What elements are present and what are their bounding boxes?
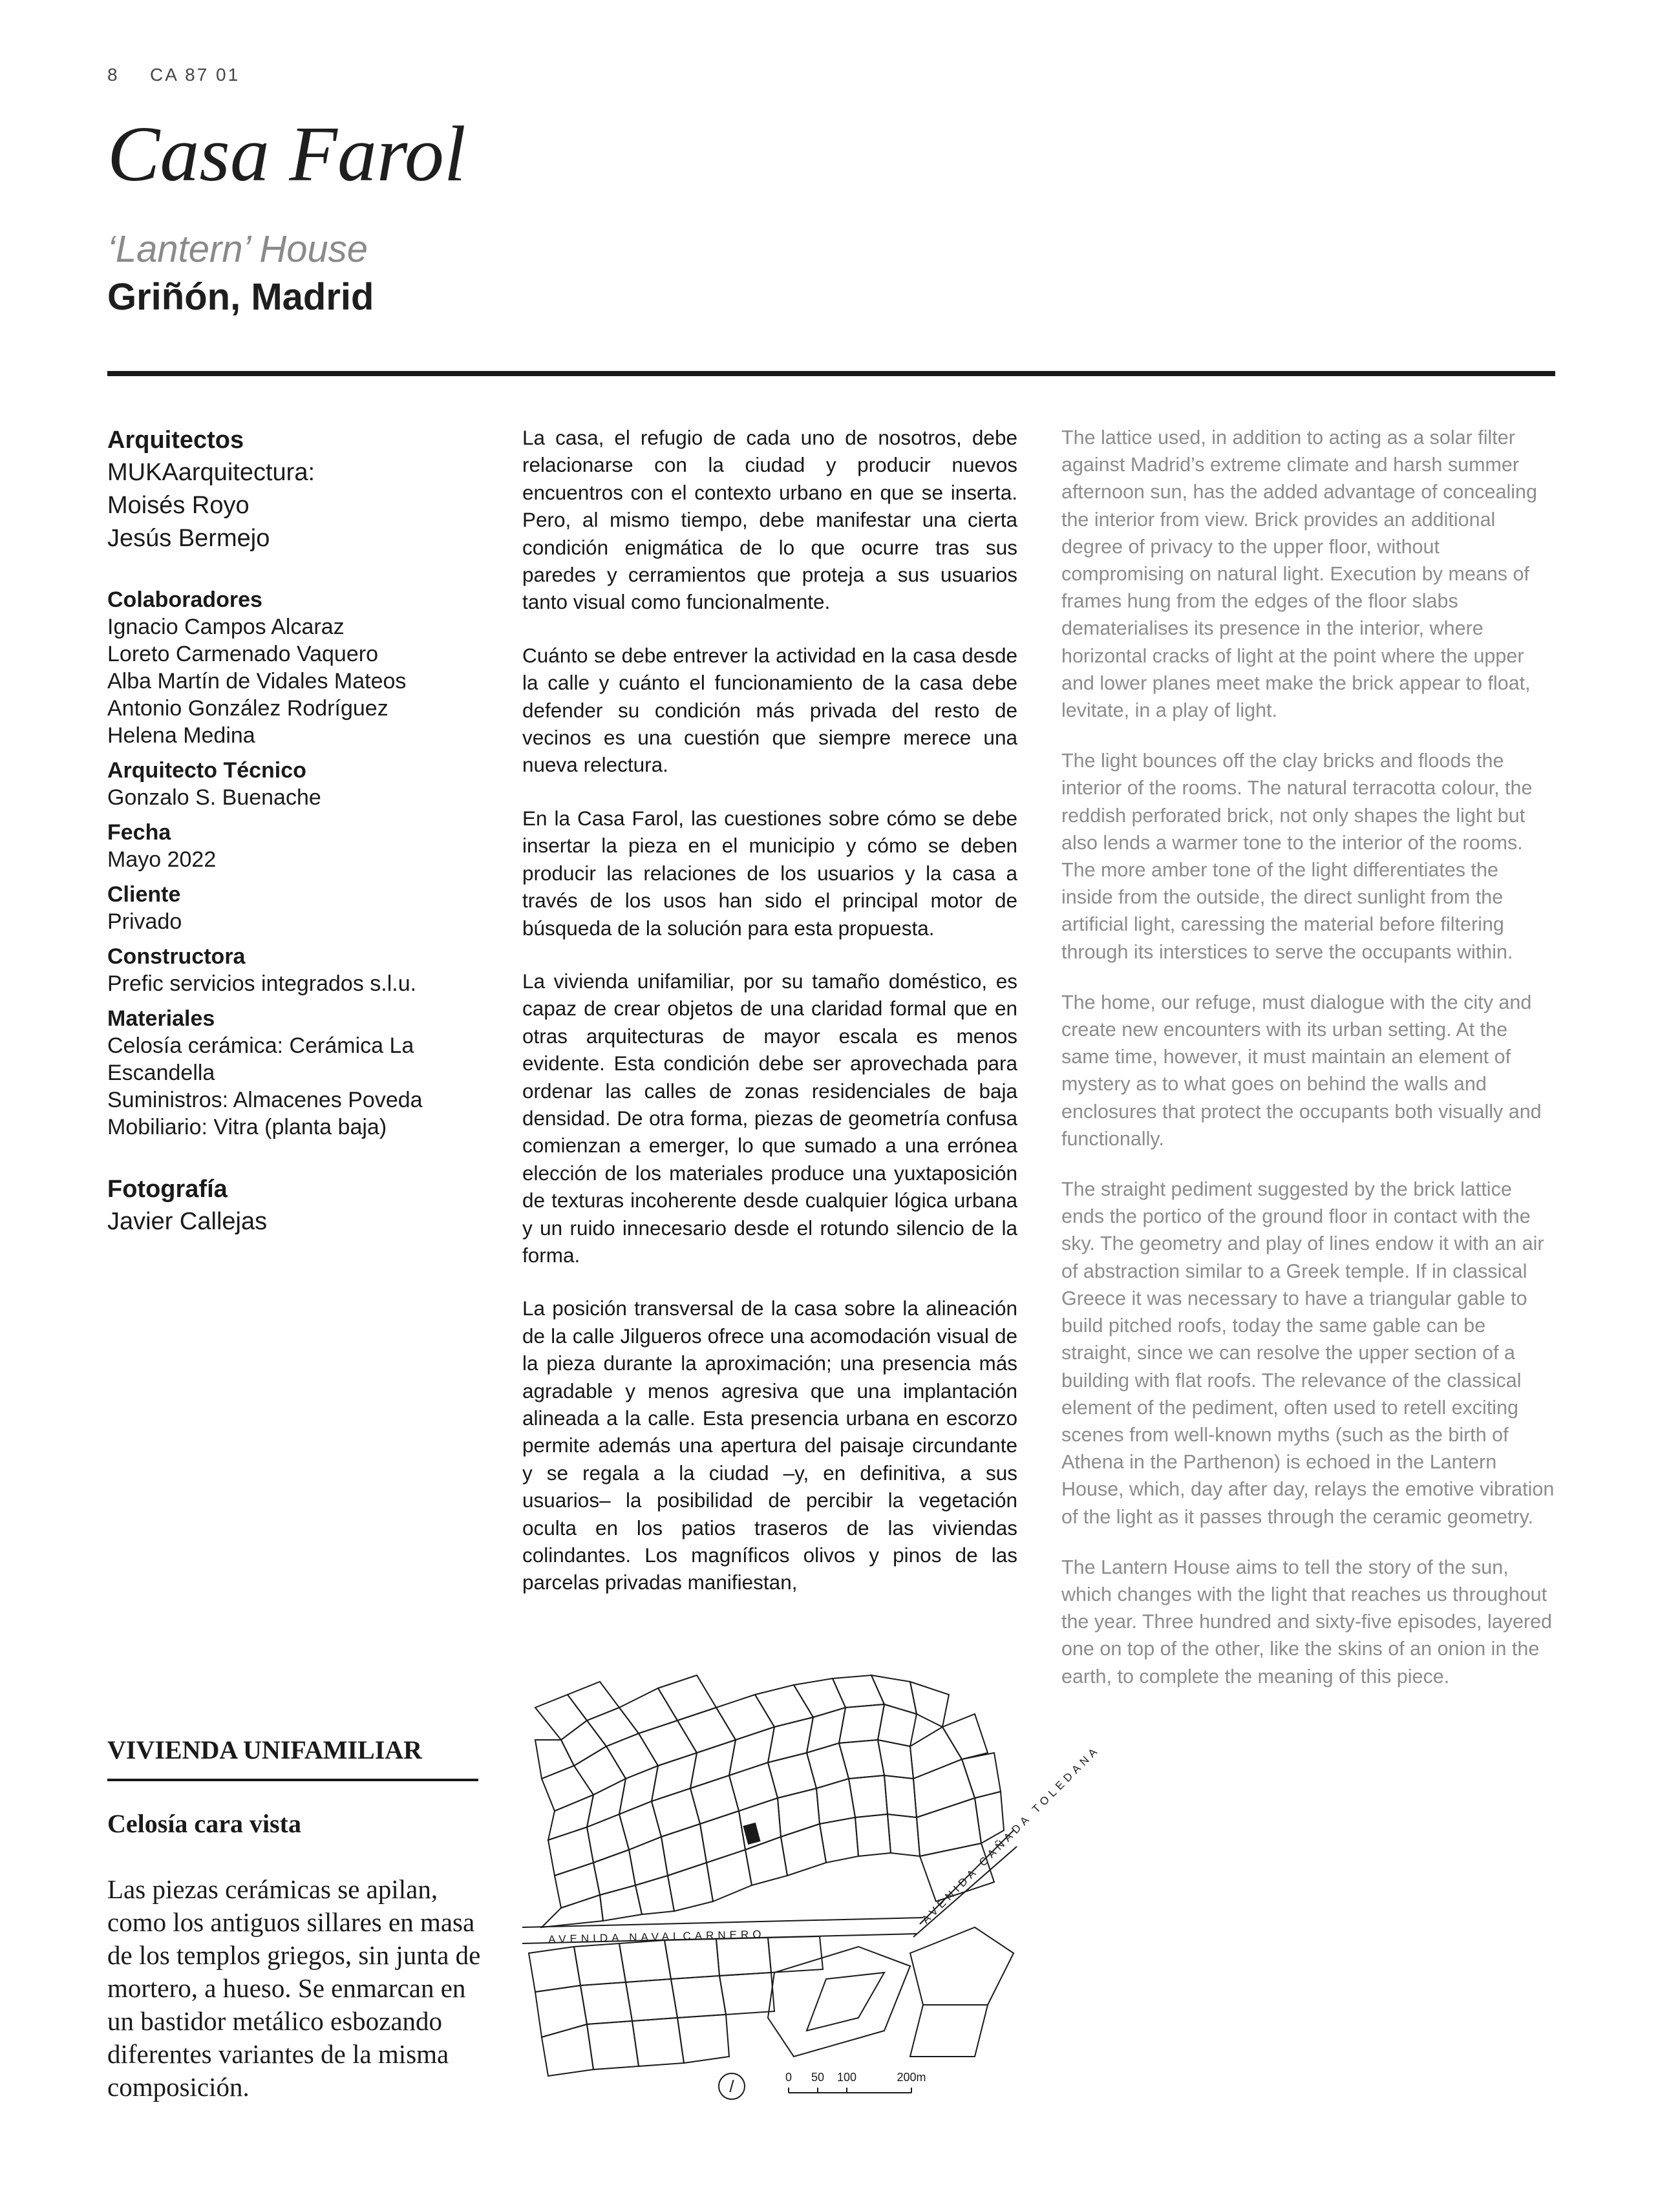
credit-label-collaborators: Colaboradores xyxy=(107,587,262,612)
english-text-column xyxy=(1061,424,1555,1713)
spanish-text-column xyxy=(522,424,1017,1622)
credit-label-architects: Arquitectos xyxy=(107,427,244,454)
body-paragraph: La casa, el refugio de cada uno de nosotros, debe relacionarse con la ciudad y producir nuevos encuentros con el contexto urbano en que se inserta. Pero, al mismo tiempo, debe manifestar una cierta condición enigmática de lo que ocurre tras sus paredes y cerramientos que proteja a sus usuarios tanto visual como funcionalmente. xyxy=(522,426,1017,614)
scale-label: 100 xyxy=(836,2071,857,2084)
credits-column xyxy=(107,424,495,1238)
site-plan-map xyxy=(522,1669,1103,2082)
credit-collaborator: Antonio González Rodríguez xyxy=(107,696,388,721)
map-blocks xyxy=(535,1675,1004,1927)
credit-architect: Jesús Bermejo xyxy=(107,525,270,552)
translation-paragraph: The straight pediment suggested by the brick lattice ends the portico of the ground floor in contact with the sky. The geometry and play of lines endow it with an air of abstraction similar to a Greek temple. If in classical Greece it was necessary to have a triangular gable to build pitched roofs, today the same gable can be straight, since we can resolve the upper section of a building with flat roofs. The relevance of the classical element of the pediment, often used to retell exciting scenes from well-known myths (such as the birth of Athena in the Parthenon) is echoed in the Lantern House, which, day after day, relays the emotive vibration of the light as it passes through the ceramic geometry. xyxy=(1061,1178,1555,1528)
translation-paragraph: The lattice used, in addition to acting as a solar filter against Madrid’s extreme climate and harsh summer afternoon sun, has the added advantage of concealing the interior from view. Brick provides an additional degree of privacy to the upper floor, without compromising on natural light. Execution by means of frames hung from the edges of the floor slabs dematerialises its presence in the interior, where horizontal cracks of light at the point where the upper and lower planes meet make the brick appear to float, levitate, in a play of light. xyxy=(1061,427,1537,722)
location-heading: Griñón, Madrid xyxy=(107,276,374,318)
map-blocks-lower xyxy=(529,1927,1014,2076)
credit-builder: Prefic servicios integrados s.l.u. xyxy=(107,971,417,996)
credit-label-date: Fecha xyxy=(107,820,171,845)
credit-collaborator: Helena Medina xyxy=(107,723,255,748)
page-number: 8 xyxy=(107,65,119,85)
credit-label-client: Cliente xyxy=(107,882,181,907)
credit-collaborator: Loreto Carmenado Vaquero xyxy=(107,642,378,666)
street-label-toledana: AVENIDA CAÑADA TOLEDANA xyxy=(919,1743,1103,1926)
section-divider xyxy=(107,1779,478,1781)
credit-material: Mobiliario: Vitra (planta baja) xyxy=(107,1115,387,1139)
body-paragraph: La vivienda unifamiliar, por su tamaño doméstico, es capaz de crear objetos de una claridad formal que en otras arquitecturas de mayor escala es menos evidente. Esta condición debe ser aprovechada para ordenar las calles de zonas residenciales de baja densidad. De otra forma, piezas de geometría confusa comienzan a emerger, lo que sumado a una errónea elección de los materiales produce una yuxtaposición de texturas incoherente desde cualquier lógica urbana y un ruido innecesario desde el rotundo silencio de la forma. xyxy=(522,969,1017,1267)
credit-photo: Javier Callejas xyxy=(107,1208,268,1235)
page-title: Casa Farol xyxy=(107,111,466,198)
scale-label: 200m xyxy=(897,2071,926,2084)
body-paragraph: La posición transversal de la casa sobre la alineación de la calle Jilgueros ofrece una acomodación visual de la pieza durante la aproximación; una presencia más agradable y menos agresiva que una implantación alineada a la calle. Esta presencia urbana en escorzo permite además una apertura del paisaje circundante y se regala a la ciudad –y, en definitiva, a sus usuarios– la posibilidad de percibir la vegetación oculta en los patios traseros de las viviendas colindantes. Los magníficos olivos y pinos de las parcelas privadas manifiestan, xyxy=(522,1297,1017,1594)
translation-paragraph: The home, our refuge, must dialogue with the city and create new encounters with its urban setting. At the same time, however, it must maintain an element of mystery as to what goes on behind the walls and enclosures that protect the occupants both visually and functionally. xyxy=(1061,991,1542,1150)
credit-client: Privado xyxy=(107,909,182,934)
credit-material: Celosía cerámica: Cerámica La Escandella xyxy=(107,1033,414,1085)
section-body: Las piezas cerámicas se apilan, como los antiguos sillares en masa de los templos griegos, sin junta de mortero, a hueso. Se enmarcan en un bastidor metálico esbozando diferentes variantes de la misma composición. xyxy=(107,1874,481,2102)
street-label-navalcarnero: AVENIDA NAVALCARNERO xyxy=(548,1928,765,1946)
scale-label: 50 xyxy=(811,2071,825,2084)
house-location-marker xyxy=(743,1823,760,1845)
header-divider xyxy=(107,371,1555,376)
section-subtitle: Celosía cara vista xyxy=(107,1809,301,1838)
credit-date: Mayo 2022 xyxy=(107,847,217,872)
translation-paragraph: The Lantern House aims to tell the story of the sun, which changes with the light that reaches us throughout the year. Three hundred and sixty-five episodes, layered one on top of the other, like the skins of an onion in the earth, to complete the meaning of this piece. xyxy=(1061,1556,1553,1688)
translation-paragraph: The light bounces off the clay bricks and floods the interior of the rooms. The natural terracotta colour, the reddish perforated brick, not only shapes the light but also lends a warmer tone to the interior of the rooms. The more amber tone of the light differentiates the inside from the outside, the direct sunlight from the artificial light, caressing the material before filtering through its interstices to serve the occupants within. xyxy=(1061,750,1533,963)
issue-code: CA 87 01 xyxy=(150,65,240,85)
scale-label: 0 xyxy=(785,2071,792,2084)
body-paragraph: En la Casa Farol, las cuestiones sobre cómo se debe insertar la pieza en el municipio y cómo se deben producir las relaciones de los usuarios y la casa a través de los usos han sido el principal motor de búsqueda de la solución para esta propuesta. xyxy=(522,806,1017,940)
credit-material: Suministros: Almacenes Poveda xyxy=(107,1088,423,1112)
credit-collaborator: Ignacio Campos Alcaraz xyxy=(107,615,345,639)
credit-label-materials: Materiales xyxy=(107,1006,215,1031)
credit-architect: MUKAarquitectura: xyxy=(107,459,315,486)
credit-technical: Gonzalo S. Buenache xyxy=(107,785,321,810)
map-scale xyxy=(718,2063,976,2108)
credit-label-builder: Constructora xyxy=(107,944,246,969)
page-subtitle: ‘Lantern’ House xyxy=(107,228,368,270)
credit-label-technical: Arquitecto Técnico xyxy=(107,758,306,783)
credit-collaborator: Alba Martín de Vidales Mateos xyxy=(107,669,407,693)
credit-architect: Moisés Royo xyxy=(107,492,250,519)
north-arrow-glyph: / xyxy=(729,2077,734,2096)
body-paragraph: Cuánto se debe entrever la actividad en la casa desde la calle y cuánto el funcionamiento de la casa debe defender su condición más privada del resto de vecinos es una cuestión que siempre merece una nueva relectura. xyxy=(522,643,1017,777)
credit-label-photo: Fotografía xyxy=(107,1176,228,1203)
section-title: VIVIENDA UNIFAMILIAR xyxy=(107,1735,423,1764)
